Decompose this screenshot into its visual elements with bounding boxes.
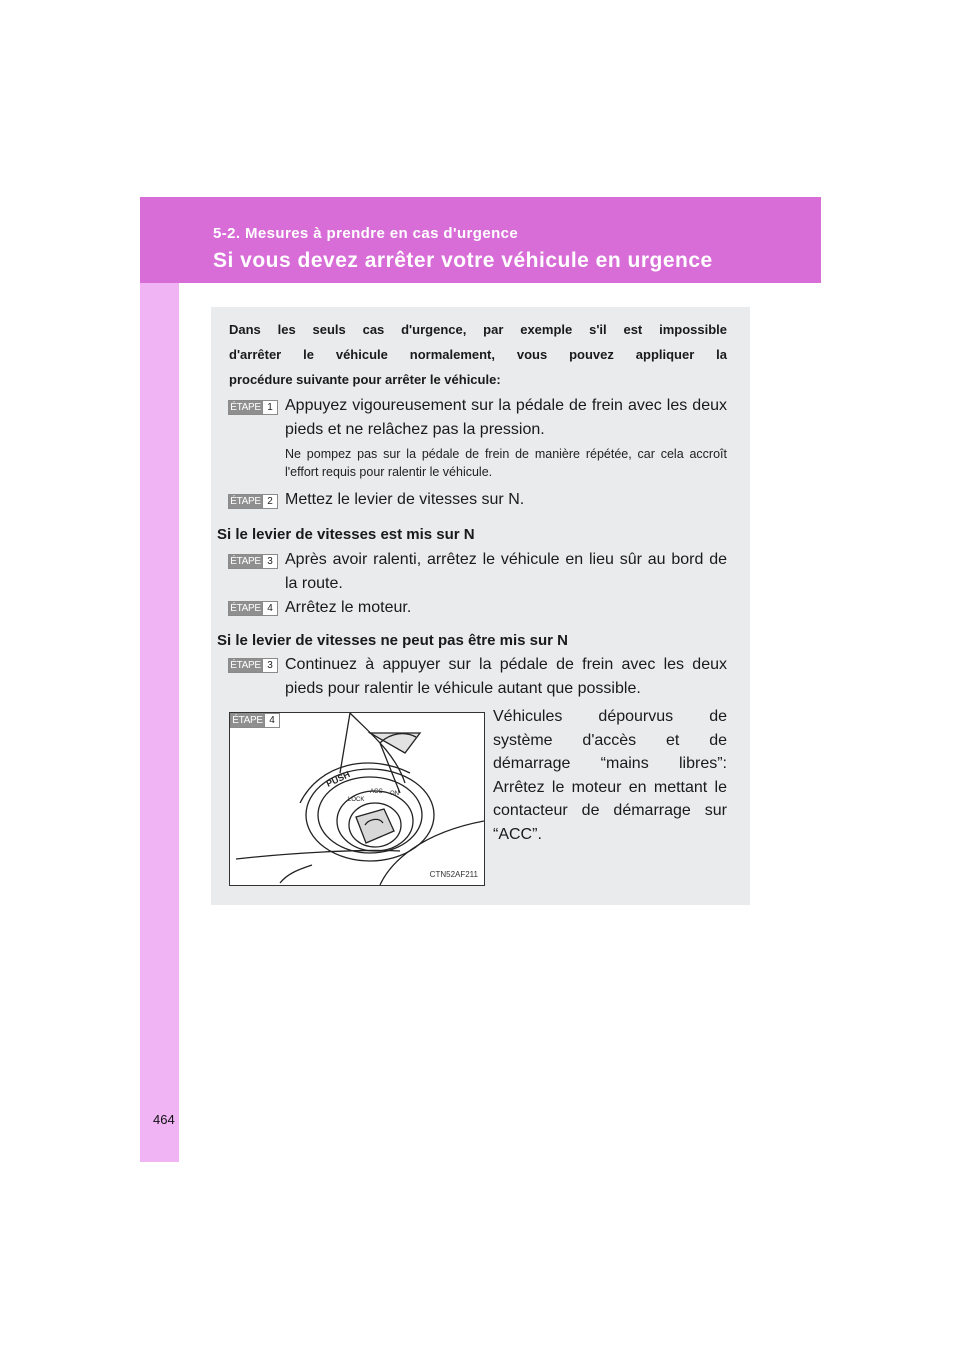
- intro-paragraph: [229, 317, 727, 392]
- position-on: ON: [390, 791, 399, 797]
- branch-b-heading: Si le levier de vitesses ne peut pas être mis sur N: [217, 632, 568, 649]
- step-badge-number: 1: [262, 401, 277, 414]
- position-acc: ACC: [370, 789, 383, 795]
- step-badge-3b: [228, 658, 278, 673]
- page-number: 464: [153, 1112, 175, 1127]
- ignition-key-drawing: [230, 713, 484, 885]
- step-badge-number: 2: [262, 495, 277, 508]
- step-1-text: Appuyez vigoureusement sur la pédale de frein avec les deux pieds et ne relâchez pas la pression.: [285, 397, 727, 438]
- push-label: PUSH: [324, 769, 352, 789]
- step-badge-2: [228, 494, 278, 509]
- step-badge-label: ÉTAPE: [230, 556, 261, 567]
- step-badge-1: [228, 400, 278, 415]
- intro-line: Dans les seuls cas d'urgence, par exemple s'il est impossible: [229, 322, 727, 337]
- step-4a-text: Arrêtez le moteur.: [285, 599, 412, 616]
- step-badge-label: ÉTAPE: [230, 402, 261, 413]
- intro-line: procédure suivante pour arrêter le véhicule:: [229, 372, 501, 387]
- step-badge-3a: [228, 554, 278, 569]
- branch-a-heading: Si le levier de vitesses est mis sur N: [217, 526, 475, 543]
- step-badge-label: ÉTAPE: [230, 603, 261, 614]
- section-label: 5-2. Mesures à prendre en cas d'urgence: [213, 225, 519, 242]
- step-badge-number: 3: [262, 659, 277, 672]
- step-3b-text: Continuez à appuyer sur la pédale de frein avec les deux pieds pour ralentir le véhicule autant que possible.: [285, 656, 727, 697]
- chapter-sidebar-strip: [140, 197, 179, 1162]
- step-badge-label: ÉTAPE: [232, 715, 263, 726]
- page-title: Si vous devez arrêter votre véhicule en urgence: [213, 249, 713, 272]
- step-2-text: Mettez le levier de vitesses sur N.: [285, 491, 525, 508]
- intro-line: d'arrêter le véhicule normalement, vous pouvez appliquer la: [229, 347, 727, 362]
- step-badge-number: 4: [264, 714, 279, 727]
- step-badge-label: ÉTAPE: [230, 496, 261, 507]
- procedure-box: [211, 307, 750, 905]
- step-badge-number: 4: [262, 602, 277, 615]
- ignition-illustration: [229, 712, 485, 886]
- position-lock: LOCK: [348, 797, 365, 803]
- step-4b-text: Véhicules dépourvus de système d'accès et de démarrage “mains libres”: Arrêtez le moteur en mettant le contacteur de démarrage sur “ACC”.: [493, 708, 727, 843]
- step-3a-text: Après avoir ralenti, arrêtez le véhicule en lieu sûr au bord de la route.: [285, 551, 727, 592]
- page-header: [140, 197, 821, 283]
- step-badge-label: ÉTAPE: [230, 660, 261, 671]
- illustration-code: CTN52AF211: [429, 870, 478, 879]
- step-badge-number: 3: [262, 555, 277, 568]
- step-badge-4a: [228, 601, 278, 616]
- step-1-note: Ne pompez pas sur la pédale de frein de manière répétée, car cela accroît l'effort requis pour ralentir le véhicule.: [285, 447, 727, 479]
